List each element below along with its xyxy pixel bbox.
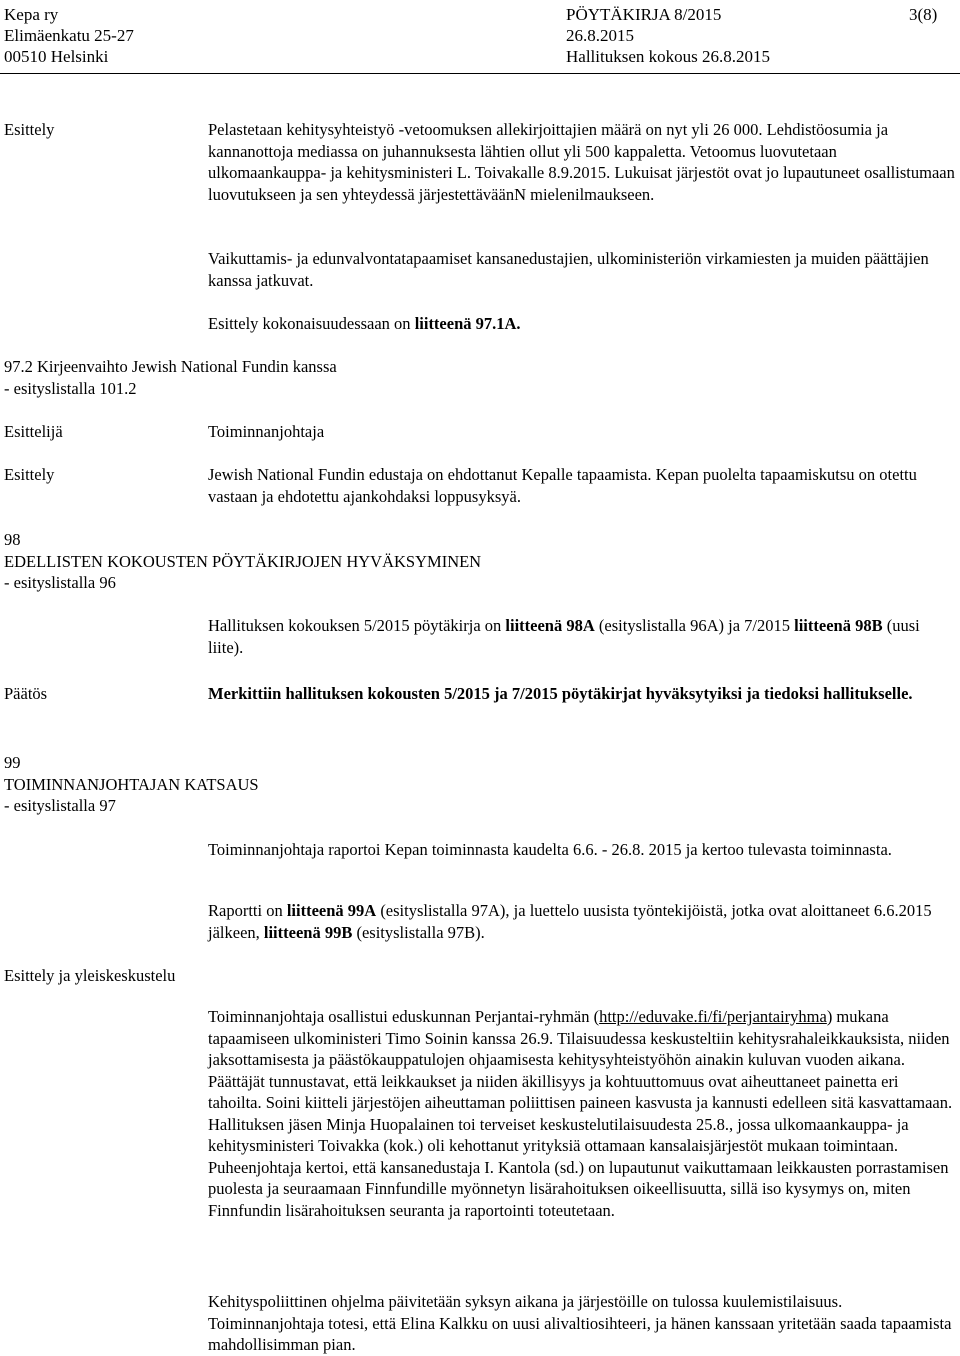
esittely-paragraph: Jewish National Fundin edustaja on ehdottanut Kepalle tapaamista. Kepan puolelta tapaamiskutsu on otettu vastaan ja ehdotettu ajankohdaksi loppusyksyä.	[208, 465, 917, 506]
report-text: ) mukana tapaamiseen ulkoministeri Timo Soinin kanssa 26.9. Tilaisuudessa keskusteltiin kehitysrahaleikkauksista, niiden jaksottamisesta ja päästökauppatulojen ohjaamisesta kehitysyhteistyöhön ainakin kuluvan vuoden aikana. Päättäjät tunnustavat, että leikkaukset ja niiden äkillisyys ja kohtuuttomuus ovat aiheuttaneet painetta eri tahoilta. Soini kiitteli järjestöjen aiheuttaman poliittisen paineen kasvusta ja kannusti edelleen sitä kasvattamaan. Hallituksen jäsen Minja Huopalainen toi terveiset keskustelutilaisuudesta 25.8., jossa ulkomaankauppa- ja kehitysministeri Toivakka (kok.) oli kehottanut yrityksiä ottamaan kansalaisjärjestöt mukaan toimintaan. Puheenjohtaja kertoi, että kansanedustaja I. Kantola (sd.) on lupautunut vaikuttamaan leikkausten porrastamisen puolesta ja seuraamaan Finnfundille myönnetyn lisärahoituksen oikeellisuutta, sillä iso kysymys on, miten Finnfundin lisärahoituksen seuranta ja raportointi toteutetaan.	[208, 1007, 953, 1220]
page-number: 3(8)	[909, 5, 938, 24]
minutes-text: (uusi liite).	[208, 616, 920, 657]
section-label-esittely: Esittely	[4, 120, 55, 139]
section-title: EDELLISTEN KOKOUSTEN PÖYTÄKIRJOJEN HYVÄKSYMINEN	[4, 551, 482, 571]
section-title: 97.2 Kirjeenvaihto Jewish National Fundin kanssa	[4, 357, 337, 376]
agenda-reference: - esityslistalla 101.2	[4, 378, 137, 398]
section-number: 99	[4, 753, 21, 772]
org-address-street: Elimäenkatu 25-27	[4, 26, 134, 45]
decision-label: Päätös	[4, 684, 48, 703]
report-text: Raportti on	[208, 901, 287, 920]
report-text: Toiminnanjohtaja osallistui eduskunnan Perjantai-ryhmän (	[208, 1007, 600, 1026]
attachment-bold: liitteenä 97.1A.	[414, 314, 521, 333]
report-paragraph: Toiminnanjohtaja raportoi Kepan toiminnasta kaudelta 6.6. - 26.8. 2015 ja kertoo tulevasta toiminnasta.	[208, 840, 892, 859]
agenda-reference: - esityslistalla 97	[4, 796, 116, 815]
section-label-esittely: Esittely	[4, 465, 55, 484]
presenter-value: Toiminnanjohtaja	[208, 422, 325, 441]
attachment-98a: liitteenä 98A	[505, 616, 595, 635]
section-heading-98	[4, 529, 604, 594]
report-text: (esityslistalla 97A), ja luettelo uusista työntekijöistä, jotka ovat aloittaneet 6.6.2015 jälkeen,	[208, 901, 932, 942]
report-attachment-paragraph	[208, 900, 956, 943]
org-address-city: 00510 Helsinki	[4, 47, 109, 66]
section-label-esittely-yleiskeskustelu: Esittely ja yleiskeskustelu	[4, 966, 176, 985]
attachment-reference	[208, 313, 956, 335]
section-heading-97-2	[4, 356, 604, 399]
minutes-paragraph	[208, 615, 956, 658]
attachment-99a: liitteenä 99A	[286, 901, 377, 920]
decision-text: Merkittiin hallituksen kokousten 5/2015 ja 7/2015 pöytäkirjat hyväksytyiksi ja tiedoksi hallitukselle.	[208, 684, 913, 703]
document-title: PÖYTÄKIRJA 8/2015	[566, 5, 722, 24]
attachment-text: Esittely kokonaisuudessaan on	[208, 314, 415, 333]
org-name: Kepa ry	[4, 5, 59, 24]
meeting-name: Hallituksen kokous 26.8.2015	[566, 47, 770, 66]
attachment-99b: liitteenä 99B	[263, 922, 353, 942]
minutes-text: (esityslistalla 96A) ja 7/2015	[594, 616, 795, 635]
perjantairyhma-link[interactable]: http://eduvake.fi/fi/perjantairyhma	[599, 1007, 827, 1026]
meeting-report-paragraph	[208, 1006, 956, 1221]
section-title: TOIMINNANJOHTAJAN KATSAUS	[4, 774, 259, 794]
esittely-paragraph: Pelastetaan kehitysyhteistyö -vetoomuksen allekirjoittajien määrä on nyt yli 26 000. Lehdistöosumia ja kannanottoja mediassa on juhannuksesta lähtien ollut yli 500 kappaletta. Vetoomus luovutetaan ulkomaankauppa- ja kehitysministeri L. Toivakalle 8.9.2015. Lukuisat järjestöt ovat jo lupautuneet osallistumaan luovutukseen ja sen yhteydessä järjestettäväänN mielenilmaukseen.	[208, 120, 955, 204]
policy-programme-paragraph: Kehityspoliittinen ohjelma päivitetään syksyn aikana ja järjestöille on tulossa kuulemistilaisuus. Toiminnanjohtaja totesi, että Elina Kalkku on uusi alivaltiosihteeri, ja hänen kanssaan yritetään saada tapaamista mahdollisimman pian.	[208, 1292, 952, 1354]
section-number: 98	[4, 530, 21, 549]
attachment-98b: liitteenä 98B	[794, 616, 883, 635]
section-heading-99	[4, 752, 604, 817]
agenda-reference: - esityslistalla 96	[4, 573, 116, 592]
header-divider	[0, 73, 960, 74]
report-text: (esityslistalla 97B).	[352, 922, 485, 942]
presenter-label: Esittelijä	[4, 422, 63, 441]
esittely-paragraph-meetings: Vaikuttamis- ja edunvalvontatapaamiset kansanedustajien, ulkoministeriön virkamiesten ja muiden päättäjien kanssa jatkuvat.	[208, 249, 929, 290]
minutes-text: Hallituksen kokouksen 5/2015 pöytäkirja on	[208, 616, 506, 635]
document-date: 26.8.2015	[566, 26, 634, 45]
